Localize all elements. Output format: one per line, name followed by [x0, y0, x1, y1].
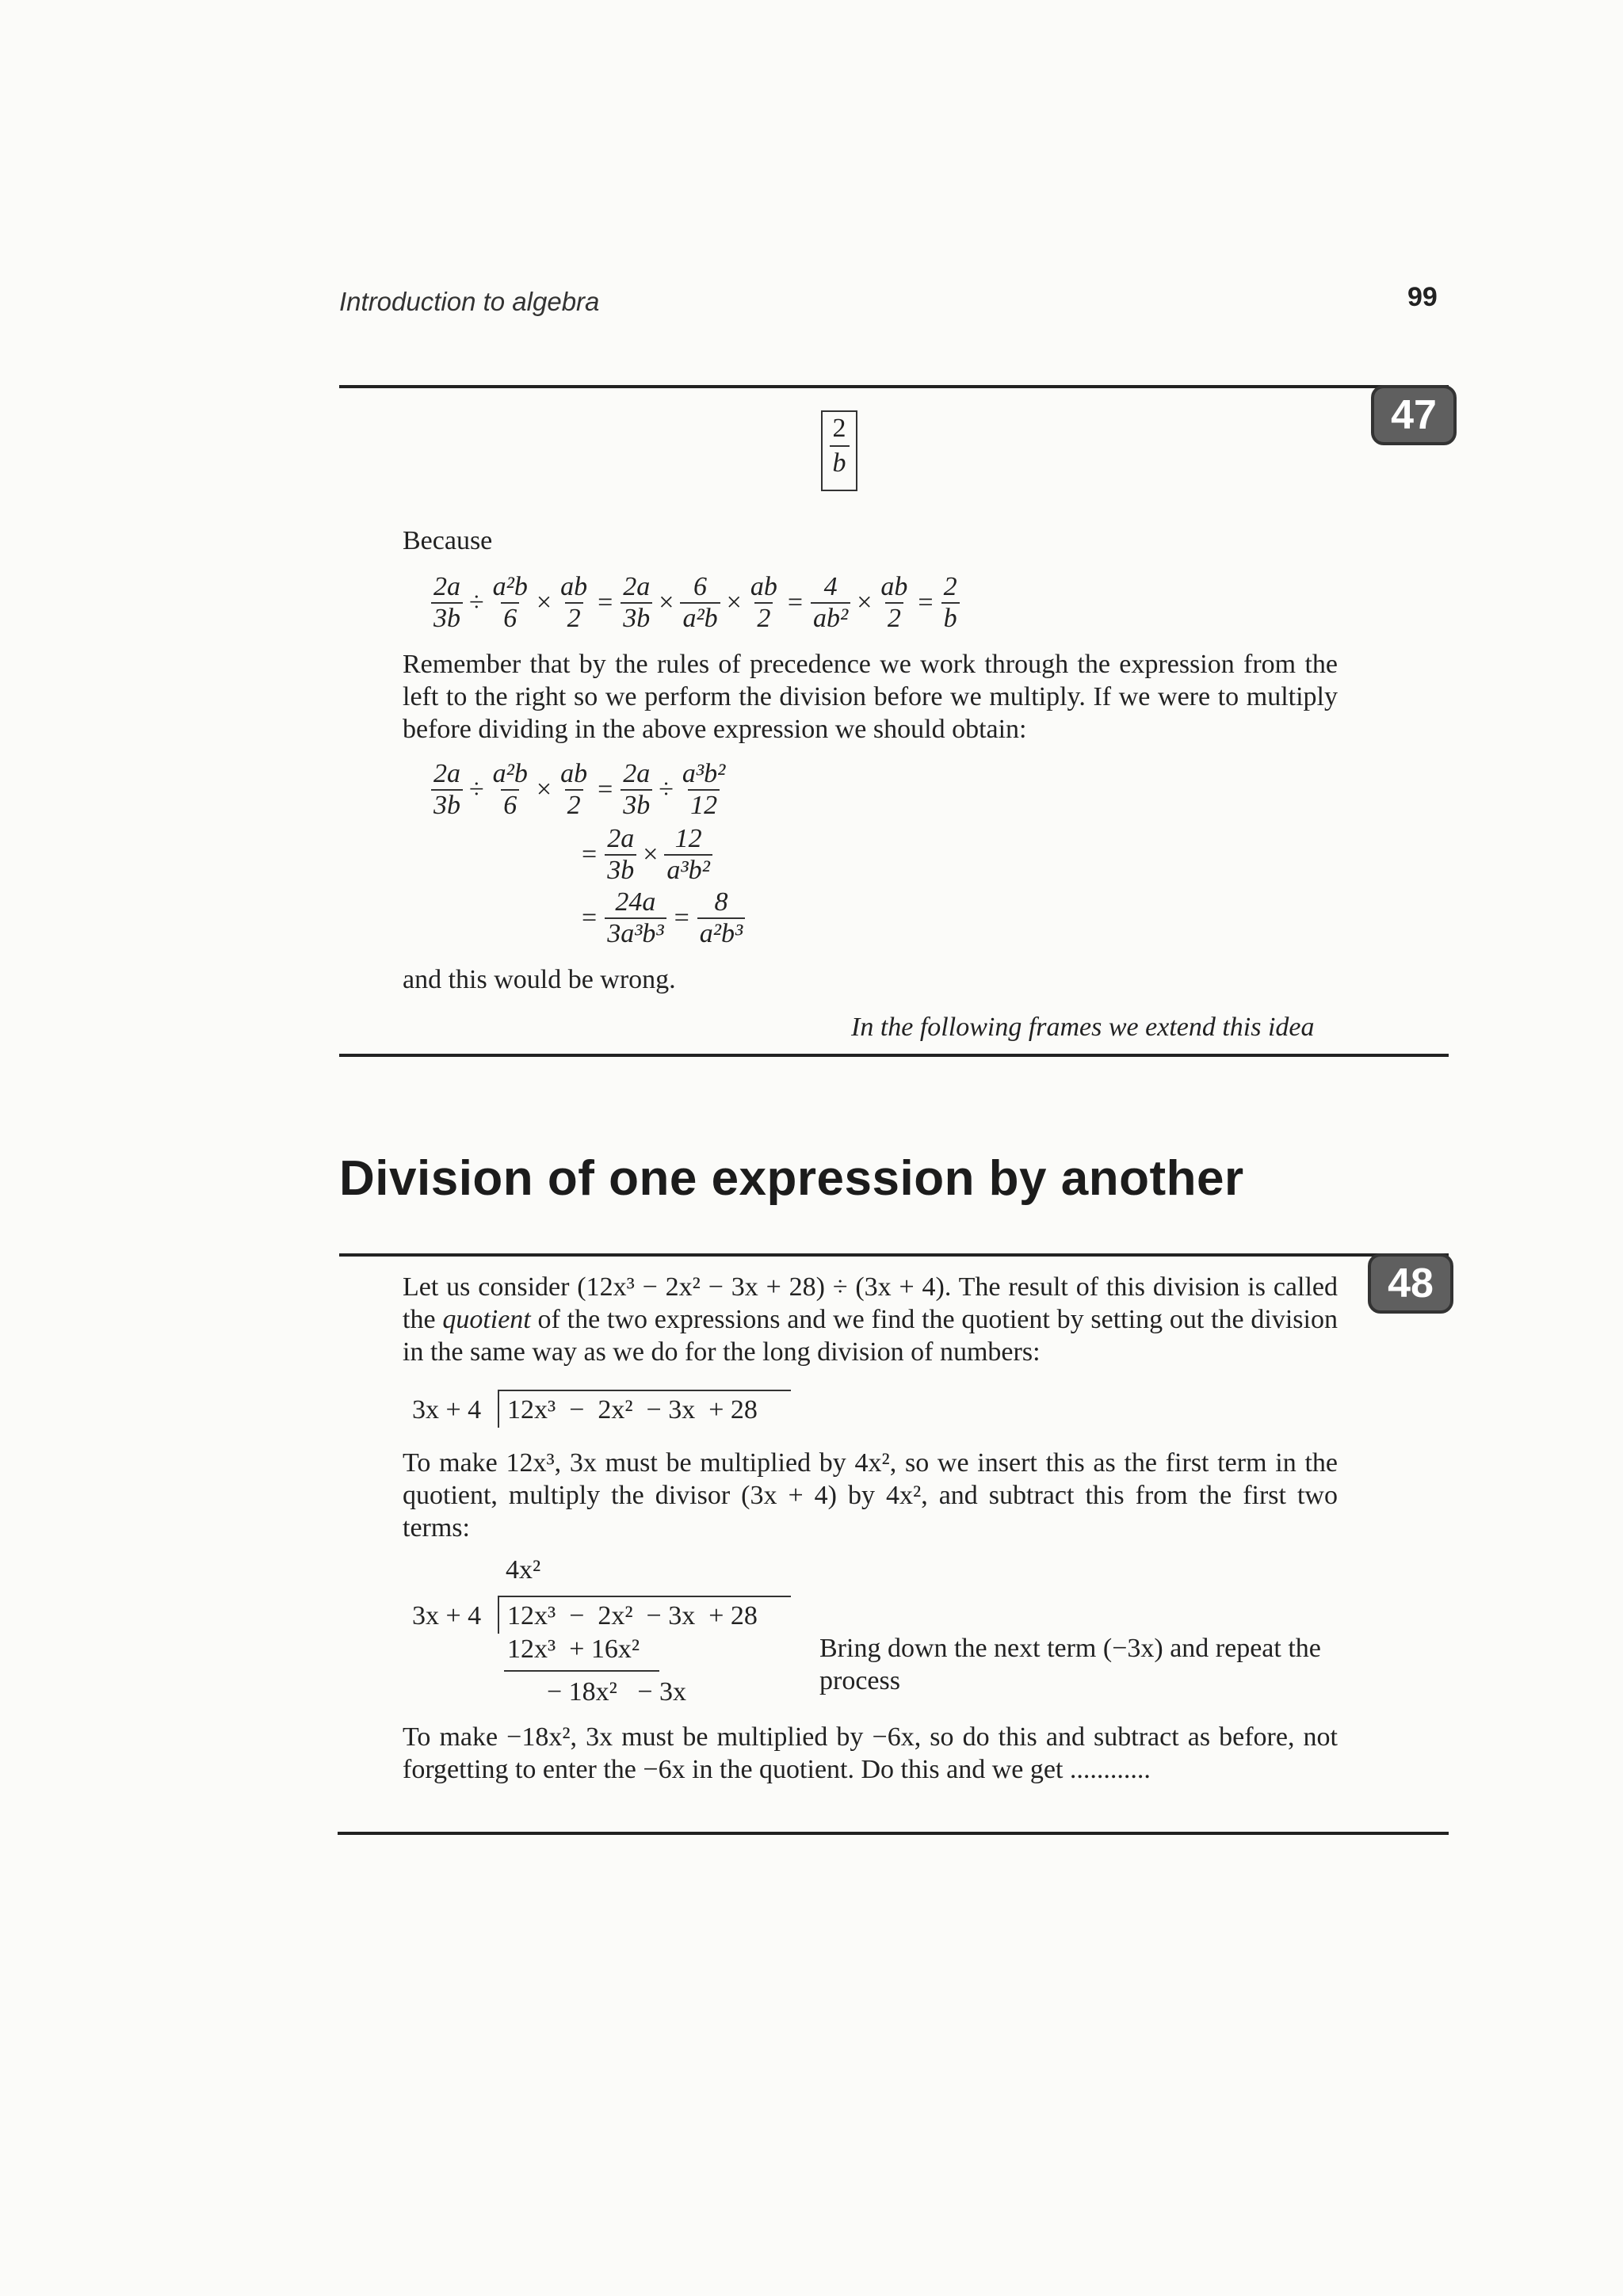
fraction-numerator: 2a	[607, 824, 635, 853]
fraction	[491, 572, 530, 634]
fraction-denominator: 12	[688, 789, 720, 821]
fraction-denominator: a³b²	[664, 854, 712, 886]
fraction	[431, 759, 463, 821]
fraction-numerator: 2	[943, 572, 957, 601]
division-2-bracket	[498, 1596, 499, 1634]
wrong-working-line-2	[577, 824, 716, 886]
fraction-numerator: a²b	[492, 759, 528, 788]
frame-47-top-rule	[339, 385, 1449, 388]
section-title: Division of one expression by another	[339, 1151, 1244, 1206]
fraction	[697, 887, 745, 949]
division-2-product: 12x³ + 16x²	[507, 1634, 640, 1664]
answer-numerator: 2	[832, 414, 846, 443]
precedence-paragraph: Remember that by the rules of precedence we work through the expression from the left to the right so we perform the division before we multiply. If we were to multiply before dividing in the above expression we should obtain:	[403, 650, 1338, 744]
fraction-numerator: ab	[560, 572, 588, 601]
fraction	[680, 759, 727, 821]
fraction-denominator: 3b	[431, 602, 463, 634]
math-operator: ×	[643, 840, 659, 869]
step-paragraph: To make 12x³, 3x must be multiplied by 4x², so we insert this as the first term in the quotient, multiply the divisor (3x + 4) by 4x², and subtract this from the first two terms:	[403, 1448, 1338, 1543]
fraction	[431, 572, 463, 634]
closing-paragraph: To make −18x², 3x must be multiplied by −6x, so do this and subtract as before, not forgetting to enter the −6x in the quotient. Do this and we get ............	[403, 1722, 1338, 1784]
fraction	[621, 759, 652, 821]
math-operator: ×	[536, 775, 552, 804]
wrong-working-line-3	[577, 887, 748, 949]
frame-48-badge: 48	[1368, 1253, 1453, 1314]
fraction	[664, 824, 712, 886]
intro-text-start: Let us consider (12x³ − 2x² − 3x + 28) ÷ (3x + 4). The result of this division is called the	[403, 1272, 1338, 1334]
fraction-numerator: 24a	[615, 887, 656, 917]
division-2-remainder: − 18x² − 3x	[547, 1677, 687, 1707]
fraction-denominator: 3b	[621, 602, 652, 634]
division-1-vinculum	[498, 1390, 791, 1391]
fraction-numerator: ab	[880, 572, 908, 601]
fraction	[811, 572, 850, 634]
frame-48-top-rule	[339, 1253, 1449, 1257]
math-operator: =	[582, 903, 598, 933]
fraction	[491, 759, 530, 821]
fraction-denominator: 3b	[605, 854, 636, 886]
fraction-numerator: ab	[560, 759, 588, 788]
division-1-bracket	[498, 1390, 499, 1428]
fraction-numerator: ab	[750, 572, 777, 601]
fraction-denominator: 2	[565, 789, 583, 821]
math-operator: ×	[857, 588, 873, 617]
fraction-denominator: 2	[565, 602, 583, 634]
math-operator: =	[598, 775, 613, 804]
fraction-numerator: 8	[714, 887, 728, 917]
wrong-working-line-1	[428, 759, 731, 821]
math-operator: ×	[659, 588, 674, 617]
fraction	[878, 572, 910, 634]
precedence-equation	[428, 572, 963, 634]
math-operator: =	[598, 588, 613, 617]
fraction	[558, 572, 590, 634]
answer-box	[821, 410, 857, 491]
fraction	[941, 572, 960, 634]
fraction-denominator: 3a³b³	[605, 917, 666, 949]
fraction-denominator: 3b	[621, 789, 652, 821]
fraction	[621, 572, 652, 634]
math-operator: ÷	[659, 775, 674, 804]
fraction-numerator: 2a	[623, 572, 651, 601]
fraction-numerator: a³b²	[682, 759, 726, 788]
frame-47-badge: 47	[1371, 385, 1457, 445]
fraction-numerator: 2a	[433, 572, 460, 601]
fraction-denominator: a²b	[680, 602, 720, 634]
quotient-term: quotient	[442, 1305, 531, 1334]
fraction-denominator: 6	[501, 789, 519, 821]
fraction-denominator: 3b	[431, 789, 463, 821]
intro-text-end: of the two expressions and we find the quotient by setting out the division in the same way as we do for the long division of numbers:	[403, 1305, 1338, 1367]
because-label: Because	[403, 526, 493, 555]
fraction-numerator: 12	[674, 824, 702, 853]
math-operator: =	[787, 588, 804, 617]
math-operator: ÷	[469, 588, 484, 617]
division-2-vinculum	[498, 1596, 791, 1597]
fraction-numerator: 6	[693, 572, 708, 601]
division-1-dividend: 12x³ − 2x² − 3x + 28	[507, 1395, 758, 1425]
division-1-divisor: 3x + 4	[412, 1395, 482, 1425]
frame-47-bottom-rule	[339, 1054, 1449, 1057]
math-operator: =	[918, 588, 934, 617]
intro-paragraph	[403, 1271, 1338, 1368]
fraction-denominator: 2	[754, 602, 773, 634]
bring-down-note: Bring down the next term (−3x) and repeat the process	[819, 1634, 1321, 1695]
fraction	[558, 759, 590, 821]
fraction-numerator: 4	[823, 572, 838, 601]
conclusion-text: and this would be wrong.	[403, 965, 676, 994]
fraction-numerator: a²b	[492, 572, 528, 601]
fraction	[605, 824, 636, 886]
division-2-quotient: 4x²	[506, 1555, 541, 1585]
math-operator: ÷	[469, 775, 484, 804]
fraction	[680, 572, 720, 634]
fraction-denominator: 6	[501, 602, 519, 634]
fraction-denominator: b	[941, 602, 960, 634]
frame-48-bottom-rule	[338, 1832, 1449, 1835]
fraction-denominator: 2	[885, 602, 903, 634]
page-number: 99	[1407, 282, 1438, 312]
division-2-subtract-line	[504, 1670, 659, 1672]
division-2-divisor: 3x + 4	[412, 1601, 482, 1630]
fraction-denominator: ab²	[811, 602, 850, 634]
math-operator: =	[674, 903, 689, 933]
math-operator: ×	[726, 588, 742, 617]
fraction	[748, 572, 780, 634]
fraction-denominator: a²b³	[697, 917, 745, 949]
fraction-numerator: 2a	[623, 759, 651, 788]
answer-denominator: b	[830, 445, 850, 480]
running-title: Introduction to algebra	[339, 287, 600, 316]
math-operator: ×	[536, 588, 552, 617]
fraction-numerator: 2a	[433, 759, 460, 788]
fraction	[605, 887, 666, 949]
math-operator: =	[582, 840, 598, 869]
division-2-dividend: 12x³ − 2x² − 3x + 28	[507, 1601, 758, 1630]
next-frames-note: In the following frames we extend this idea	[851, 1013, 1315, 1042]
